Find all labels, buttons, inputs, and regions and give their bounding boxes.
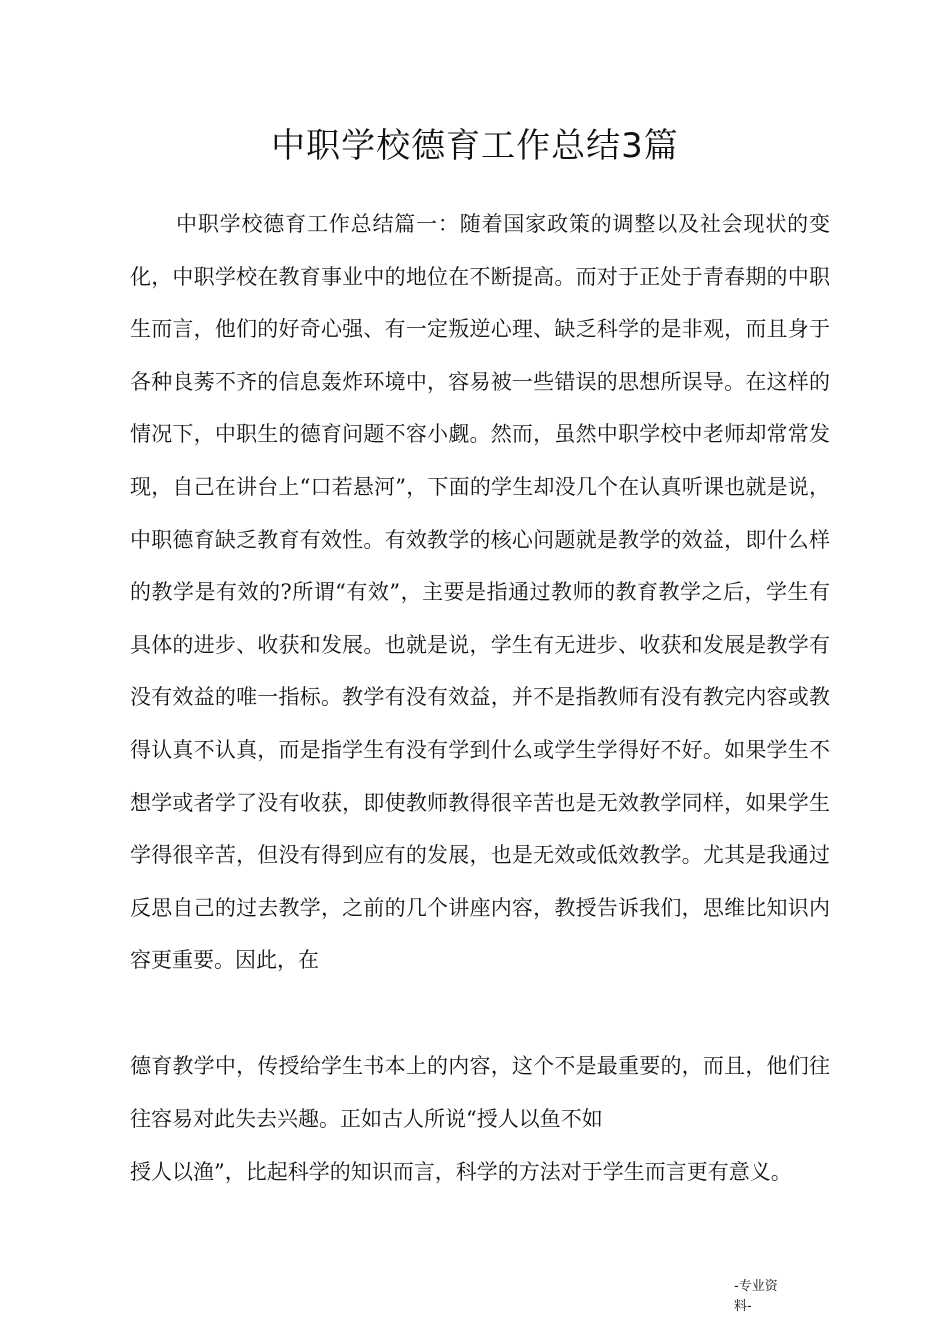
paragraph-2: 德育教学中，传授给学生书本上的内容，这个不是最重要的，而且，他们往往容易对此失去兴趣。正如古人所说“授人以鱼不如 (130, 1054, 830, 1131)
paragraph-3: 授人以渔”，比起科学的知识而言，科学的方法对于学生而言更有意义。 (130, 1160, 792, 1184)
page-footer: -专业资料- (734, 1279, 778, 1314)
document-title: 中职学校德育工作总结3篇 (271, 126, 679, 166)
paragraph-1: 中职学校德育工作总结篇一：随着国家政策的调整以及社会现状的变化，中职学校在教育事业中的地位在不断提高。而对于正处于青春期的中职生而言，他们的好奇心强、有一定叛逆心理、缺乏科学的是非观，而且身于各种良莠不齐的信息轰炸环境中，容易被一些错误的思想所误导。在这样的情况下，中职生的德育问题不容小觑。然而，虽然中职学校中老师却常常发现，自己在讲台上“口若悬河”，下面的学生却没几个在认真听课也就是说，中职德育缺乏教育有效性。有效教学的核心问题就是教学的效益，即什么样的教学是有效的?所谓“有效”，主要是指通过教师的教育教学之后，学生有具体的进步、收获和发展。也就是说，学生有无进步、收获和发展是教学有没有效益的唯一指标。教学有没有效益，并不是指教师有没有教完内容或教得认真不认真，而是指学生有没有学到什么或学生学得好不好。如果学生不想学或者学了没有收获，即使教师教得很辛苦也是无效教学同样，如果学生学得很辛苦，但没有得到应有的发展，也是无效或低效教学。尤其是我通过反思自己的过去教学，之前的几个讲座内容，教授告诉我们，思维比知识内容更重要。因此，在 (130, 212, 830, 973)
